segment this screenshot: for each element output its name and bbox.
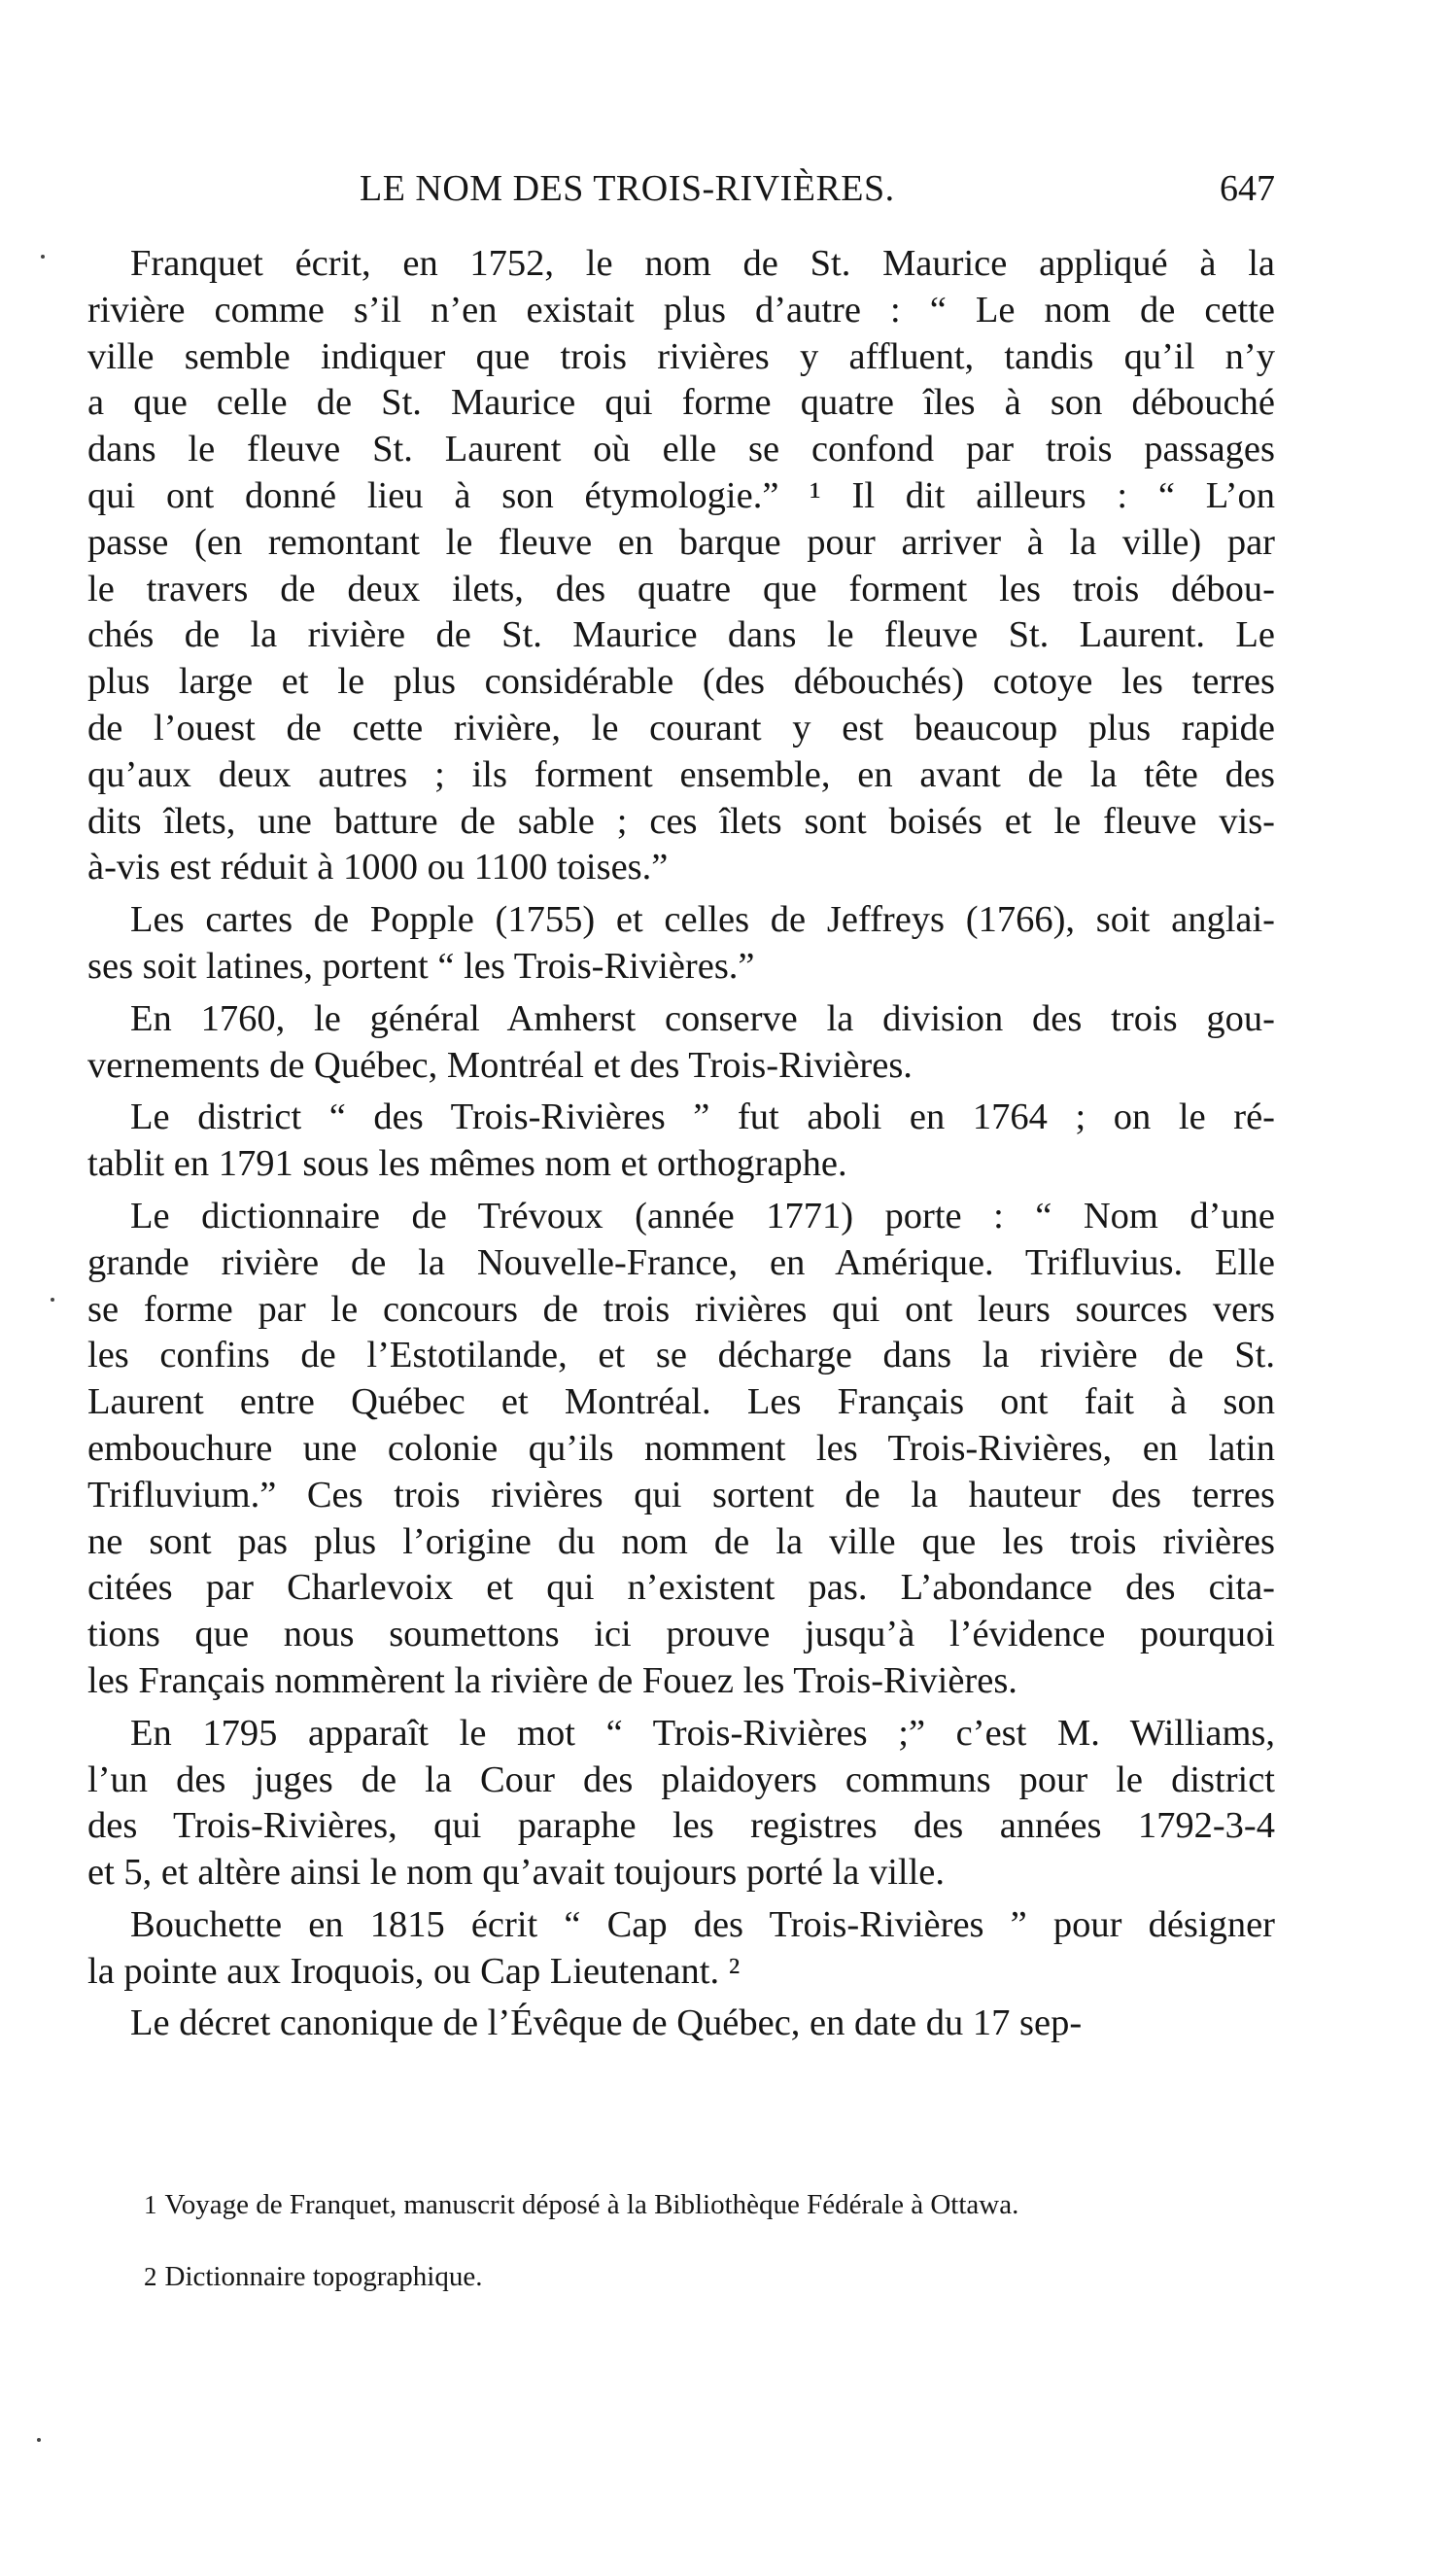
text-line: chés de la rivière de St. Maurice dans le fleuve St. Laurent. Le xyxy=(87,614,1275,656)
text-line: Trifluvium.” Ces trois rivières qui sortent de la hauteur des terres xyxy=(87,1474,1275,1515)
footnote-text: Voyage de Franquet, manuscrit déposé à la Bibliothèque Fédérale à Ottawa. xyxy=(164,2189,1019,2220)
paragraph xyxy=(87,897,1275,991)
paragraph xyxy=(87,1095,1275,1188)
paragraph xyxy=(87,1711,1275,1897)
page-header xyxy=(87,167,1275,218)
text-line: l’un des juges de la Cour des plaidoyers communs pour le district xyxy=(87,1758,1275,1800)
paragraph xyxy=(87,1194,1275,1705)
text-line: plus large et le plus considérable (des débouchés) cotoye les terres xyxy=(87,661,1275,703)
text-line: citées par Charlevoix et qui n’existent pas. L’abondance des cita- xyxy=(87,1567,1275,1609)
text-line: rivière comme s’il n’en existait plus d’autre : “ Le nom de cette xyxy=(87,289,1275,331)
text-line: vernements de Québec, Montréal et des Trois-Rivières. xyxy=(87,1044,913,1086)
paragraph xyxy=(87,241,1275,891)
footnote-text: Dictionnaire topographique. xyxy=(164,2261,483,2292)
footnote-mark: 2 xyxy=(144,2262,157,2291)
text-line: ne sont pas plus l’origine du nom de la ville que les trois rivières xyxy=(87,1520,1275,1562)
text-line: de l’ouest de cette rivière, le courant y est beaucoup plus rapide xyxy=(87,707,1275,748)
text-line: tions que nous soumettons ici prouve jusqu’à l’évidence pourquoi xyxy=(87,1614,1275,1655)
paragraph xyxy=(87,996,1275,1090)
text-line: à-vis est réduit à 1000 ou 1100 toises.” xyxy=(87,847,669,888)
running-title: LE NOM DES TROIS-RIVIÈRES. xyxy=(360,168,895,209)
footnote xyxy=(144,2259,1281,2294)
text-line: Franquet écrit, en 1752, le nom de St. Maurice appliqué à la xyxy=(130,243,1275,284)
text-line: Les cartes de Popple (1755) et celles de Jeffreys (1766), soit anglai- xyxy=(130,899,1275,941)
body-text xyxy=(87,241,1275,2053)
text-line: des Trois-Rivières, qui paraphe les registres des années 1792-3-4 xyxy=(87,1805,1275,1847)
text-line: Le décret canonique de l’Évêque de Québec, en date du 17 sep- xyxy=(130,2002,1083,2044)
paragraph xyxy=(87,1902,1275,1996)
text-line: En 1795 apparaît le mot “ Trois-Rivières ;” c’est M. Williams, xyxy=(130,1712,1275,1754)
text-line: grande rivière de la Nouvelle-France, en Amérique. Trifluvius. Elle xyxy=(87,1241,1275,1283)
footnotes xyxy=(144,2187,1281,2331)
text-line: En 1760, le général Amherst conserve la division des trois gou- xyxy=(130,997,1275,1039)
footnote-mark: 1 xyxy=(144,2190,157,2219)
text-line: les confins de l’Estotilande, et se décharge dans la rivière de St. xyxy=(87,1335,1275,1376)
text-line: et 5, et altère ainsi le nom qu’avait toujours porté la ville. xyxy=(87,1852,946,1894)
text-line: Laurent entre Québec et Montréal. Les Français ont fait à son xyxy=(87,1381,1275,1423)
text-line: Le district “ des Trois-Rivières ” fut aboli en 1764 ; on le ré- xyxy=(130,1097,1275,1138)
text-line: Le dictionnaire de Trévoux (année 1771) porte : “ Nom d’une xyxy=(130,1195,1275,1236)
text-line: le travers de deux ilets, des quatre que forment les trois débou- xyxy=(87,568,1275,609)
text-line: qu’aux deux autres ; ils forment ensemble, en avant de la tête des xyxy=(87,753,1275,795)
text-line: passe (en remontant le fleuve en barque pour arriver à la ville) par xyxy=(87,521,1275,563)
footnote xyxy=(144,2187,1281,2222)
text-line: se forme par le concours de trois rivières qui ont leurs sources vers xyxy=(87,1288,1275,1330)
text-line: dans le fleuve St. Laurent où elle se confond par trois passages xyxy=(87,429,1275,470)
text-line: tablit en 1791 sous les mêmes nom et orthographe. xyxy=(87,1143,847,1185)
text-line: les Français nommèrent la rivière de Fouez les Trois-Rivières. xyxy=(87,1659,1017,1701)
text-line: a que celle de St. Maurice qui forme quatre îles à son débouché xyxy=(87,382,1275,424)
text-line: dits îlets, une batture de sable ; ces îlets sont boisés et le fleuve vis- xyxy=(87,800,1275,842)
print-speck xyxy=(41,255,45,259)
text-line: qui ont donné lieu à son étymologie.” ¹ Il dit ailleurs : “ L’on xyxy=(87,474,1275,516)
text-line: Bouchette en 1815 écrit “ Cap des Trois-Rivières ” pour désigner xyxy=(130,1903,1275,1945)
text-line: la pointe aux Iroquois, ou Cap Lieutenant. ² xyxy=(87,1950,741,1992)
text-line: ville semble indiquer que trois rivières y affluent, tandis qu’il n’y xyxy=(87,335,1275,377)
paragraph xyxy=(87,2001,1275,2047)
page-number: 647 xyxy=(1220,168,1275,209)
print-speck xyxy=(51,1298,54,1302)
text-line: ses soit latines, portent “ les Trois-Rivières.” xyxy=(87,945,755,987)
text-line: embouchure une colonie qu’ils nomment les Trois-Rivières, en latin xyxy=(87,1427,1275,1469)
print-speck xyxy=(37,2438,41,2442)
